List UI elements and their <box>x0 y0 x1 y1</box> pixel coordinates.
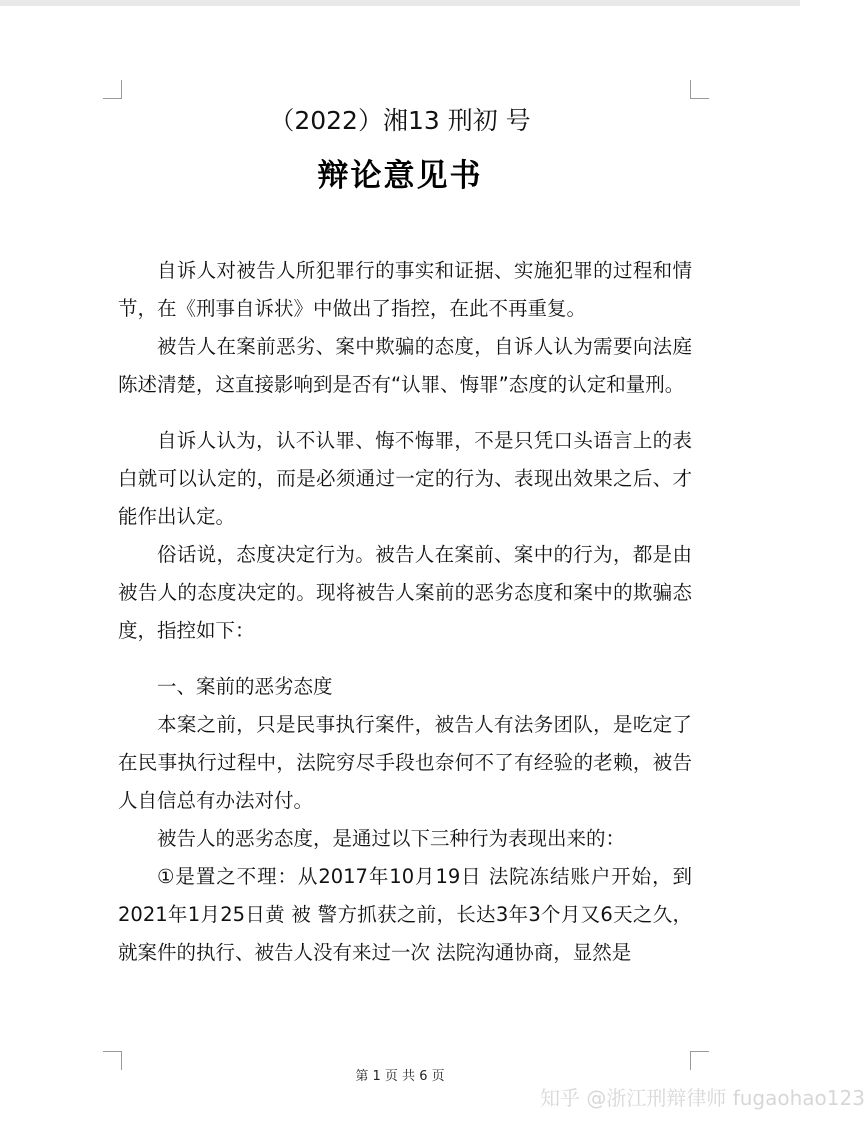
document-body <box>118 252 692 972</box>
page-indicator: 第 1 页 共 6 页 <box>355 1069 445 1084</box>
paragraph: 本案之前，只是民事执行案件，被告人有法务团队，是吃定了在民事执行过程中，法院穷尽手段也奈何不了有经验的老赖，被告人自信总有办法对付。 <box>118 713 692 812</box>
paragraph: 俗话说，态度决定行为。被告人在案前、案中的行为，都是由被告人的态度决定的。现将被告人案前的恶劣态度和案中的欺骗态度，指控如下： <box>118 543 692 642</box>
section-heading: 一、案前的恶劣态度 <box>157 675 333 698</box>
paragraph: 自诉人认为，认不认罪、悔不悔罪，不是只凭口头语言上的表白就可以认定的，而是必须通过一定的行为、表现出效果之后、才能作出认定。 <box>118 429 692 528</box>
case-number: （2022）湘13 刑初 号 <box>269 106 531 135</box>
paragraph: 被告人的恶劣态度，是通过以下三种行为表现出来的： <box>157 827 626 850</box>
paragraph: ①是置之不理：从2017年10月19日 法院冻结账户开始，到2021年1月25日黄 被 警方抓获之前，长达3年3个月又6天之久，就案件的执行、被告人没有来过一次 法院沟通协商，显然是 <box>118 865 692 964</box>
top-edge-bar <box>0 0 800 6</box>
page-corner-mark-top-right <box>690 80 709 99</box>
paragraph: 被告人在案前恶劣、案中欺骗的态度，自诉人认为需要向法庭陈述清楚，这直接影响到是否有“认罪、悔罪”态度的认定和量刑。 <box>118 335 692 396</box>
paragraph: 自诉人对被告人所犯罪行的事实和证据、实施犯罪的过程和情节，在《刑事自诉状》中做出了指控，在此不再重复。 <box>118 259 692 320</box>
page-corner-mark-top-left <box>103 80 122 99</box>
watermark: 知乎 @浙江刑辩律师 fugaohao123 <box>540 1086 865 1110</box>
document-title: 辩论意见书 <box>317 158 483 194</box>
